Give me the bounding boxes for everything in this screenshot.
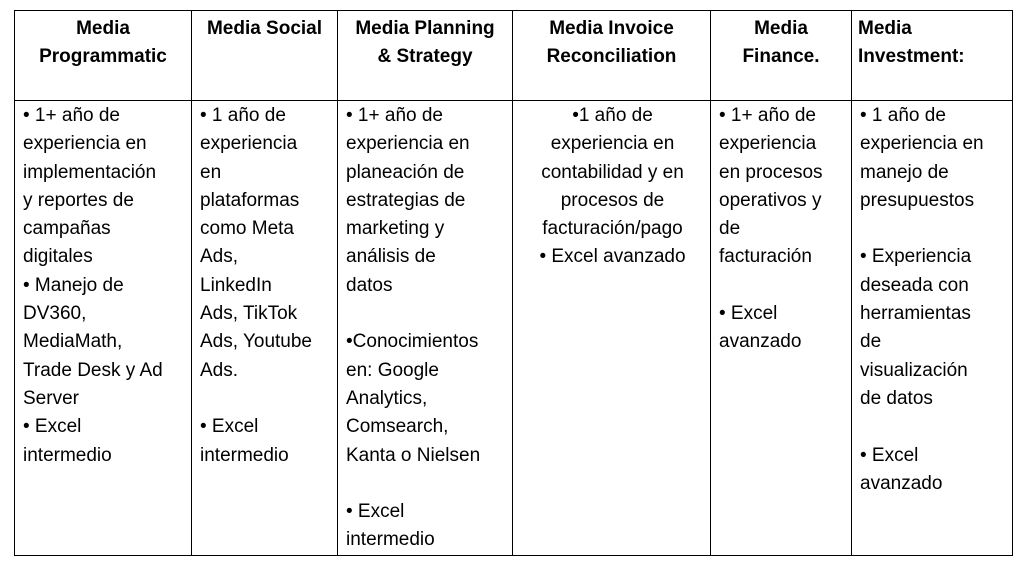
cell-line: como Meta (200, 218, 294, 240)
header-line: Media Invoice (549, 18, 674, 39)
cell-line: de (860, 331, 882, 353)
cell-line: • Excel (860, 444, 919, 466)
header-line: Media (76, 18, 130, 39)
cell-line: • 1+ año de (23, 105, 120, 126)
cell-line: de (719, 218, 741, 240)
cell-line: • Excel (719, 303, 778, 325)
header-line: Media (754, 18, 808, 39)
cell-line: • 1+ año de (719, 105, 816, 126)
cell-line: Ads. (200, 359, 239, 381)
cell-line: MediaMath, (23, 331, 123, 353)
cell-line: digitales (23, 246, 93, 268)
header-row (15, 11, 1013, 101)
header-media-invoice-reconciliation (513, 11, 711, 101)
header-line: Media Social (206, 18, 323, 39)
cell-line: campañas (23, 218, 111, 240)
header-line: Media Planning (355, 18, 495, 39)
cell-line: herramientas (860, 303, 971, 325)
header-line: Finance. (742, 46, 820, 67)
header-media-finance (711, 11, 852, 101)
cell-line: en: Google (346, 359, 439, 381)
cell-line: presupuestos (860, 189, 975, 211)
blank-line (346, 470, 506, 498)
cell-line: implementación (23, 161, 157, 183)
blank-line (860, 413, 1006, 441)
header-line: Investment: (858, 46, 965, 67)
cell-line: • Experiencia (860, 246, 972, 268)
header-media-investment (852, 11, 1013, 101)
cell-line: experiencia (719, 133, 817, 155)
cell-line: operativos y (719, 189, 822, 211)
cell-line: estrategias de (346, 189, 466, 211)
cell-line: Kanta o Nielsen (346, 444, 481, 466)
cell-line: intermedio (200, 444, 289, 466)
cell-line: plataformas (200, 189, 300, 211)
cell-line: experiencia en (23, 133, 147, 155)
blank-line (860, 215, 1006, 243)
cell-line: • 1 año de (860, 105, 946, 126)
cell-line: • Manejo de (23, 274, 124, 296)
cell-line: experiencia (200, 133, 298, 155)
header-line: Programmatic (39, 46, 167, 67)
header-media-planning-strategy (338, 11, 513, 101)
cell-line: manejo de (860, 161, 949, 183)
requirements-table (14, 10, 1013, 556)
cell-line: avanzado (719, 331, 802, 353)
requirements-row (15, 101, 1013, 556)
cell-line: en (200, 161, 222, 183)
cell-line: Ads, (200, 246, 239, 268)
cell-line: • Excel (200, 416, 259, 438)
cell-media-planning-strategy (338, 101, 513, 556)
cell-line: planeación de (346, 161, 465, 183)
cell-line: de datos (860, 387, 933, 409)
cell-line: deseada con (860, 274, 969, 296)
header-line: Reconciliation (546, 46, 677, 67)
header-line: & Strategy (377, 46, 473, 67)
cell-media-invoice-reconciliation (513, 101, 711, 556)
cell-line: Analytics, (346, 387, 428, 409)
cell-media-programmatic (15, 101, 192, 556)
cell-line: intermedio (346, 529, 435, 551)
cell-line: • 1 año de (200, 105, 286, 126)
cell-line: • Excel avanzado (539, 246, 686, 268)
cell-line: LinkedIn (200, 274, 272, 296)
cell-line: en procesos (719, 161, 823, 183)
cell-line: facturación (719, 246, 812, 268)
cell-line: •1 año de (572, 105, 653, 126)
cell-line: Trade Desk y Ad (23, 359, 163, 381)
header-media-social (192, 11, 338, 101)
cell-line: visualización (860, 359, 968, 381)
cell-line: marketing y (346, 218, 445, 240)
header-media-programmatic (15, 11, 192, 101)
cell-line: contabilidad y en (541, 161, 684, 183)
cell-line: y reportes de (23, 189, 134, 211)
header-line: Media (858, 18, 912, 39)
cell-line: avanzado (860, 472, 943, 494)
cell-line: Ads, TikTok (200, 303, 298, 325)
cell-line: Server (23, 387, 79, 409)
blank-line (200, 385, 331, 413)
cell-line: procesos de (560, 189, 665, 211)
cell-line: experiencia en (860, 133, 984, 155)
cell-media-social (192, 101, 338, 556)
cell-line: • Excel (346, 501, 405, 523)
cell-line: DV360, (23, 303, 87, 325)
cell-line: • 1+ año de (346, 105, 443, 126)
cell-line: experiencia en (550, 133, 675, 155)
cell-line: • Excel (23, 416, 82, 438)
blank-line (346, 300, 506, 328)
requirements-table-container (14, 10, 1012, 556)
cell-line: •Conocimientos (346, 331, 479, 353)
cell-line: facturación/pago (542, 218, 683, 240)
cell-line: Ads, Youtube (200, 331, 312, 353)
cell-line: experiencia en (346, 133, 470, 155)
cell-media-investment (852, 101, 1013, 556)
cell-line: análisis de (346, 246, 436, 268)
cell-line: intermedio (23, 444, 112, 466)
cell-line: datos (346, 274, 393, 296)
cell-line: Comsearch, (346, 416, 449, 438)
blank-line (719, 272, 845, 300)
cell-media-finance (711, 101, 852, 556)
